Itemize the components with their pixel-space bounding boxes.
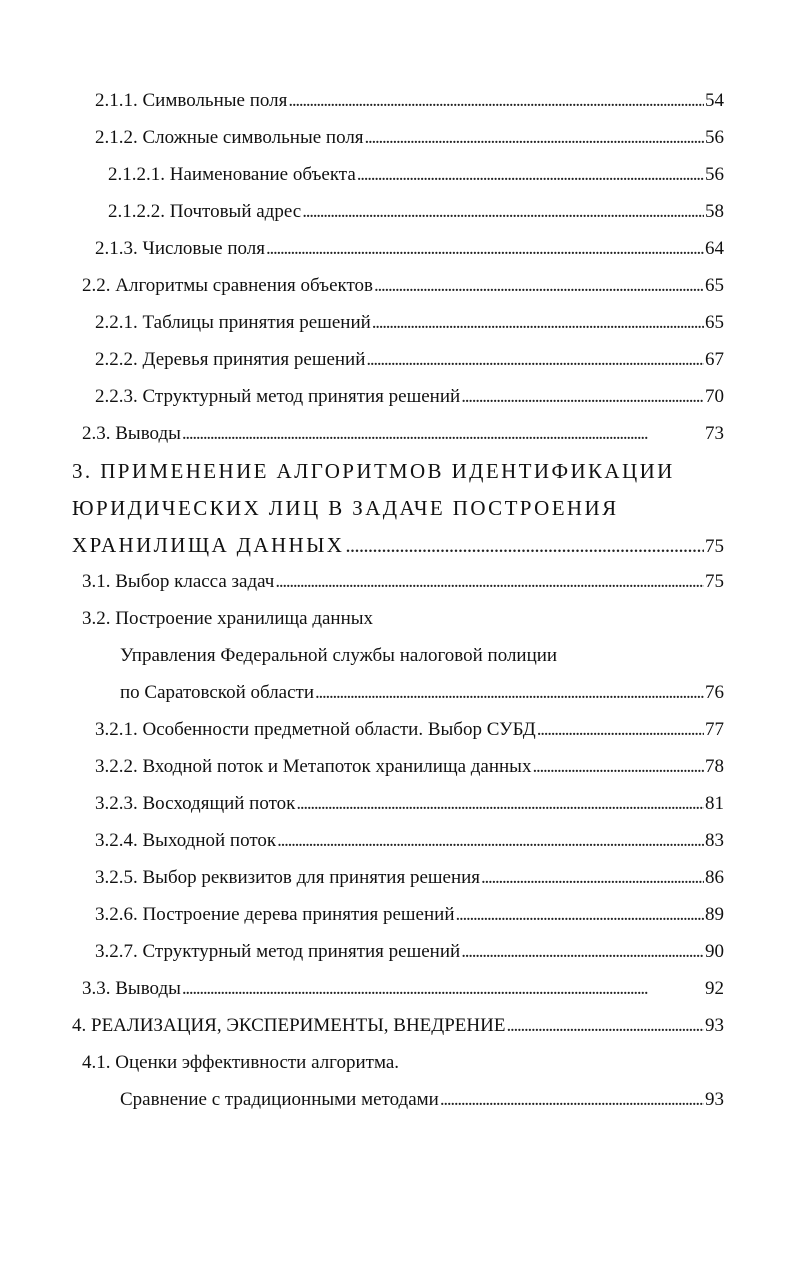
toc-entry-3-2-5 [95, 863, 724, 893]
toc-entry-3-2 [120, 678, 724, 708]
toc-chapter-3-heading-line-2: ЮРИДИЧЕСКИХ ЛИЦ В ЗАДАЧЕ ПОСТРОЕНИЯ [72, 496, 619, 520]
toc-entry-page: 92 [705, 978, 724, 999]
toc-entry-page: 86 [705, 867, 724, 888]
toc-entry-3-2-6 [95, 900, 724, 930]
toc-entry-label: 3.2.3. Восходящий поток [95, 793, 296, 814]
toc-entry-page: 65 [705, 312, 724, 333]
toc-entry-label: 4. РЕАЛИЗАЦИЯ, ЭКСПЕРИМЕНТЫ, ВНЕДРЕНИЕ [72, 1015, 506, 1036]
toc-entry-2-1-3 [95, 234, 724, 264]
toc-entry-label: 2.2. Алгоритмы сравнения объектов [82, 275, 374, 296]
toc-entry-page: 67 [705, 349, 724, 370]
toc-entry-4-1 [120, 1085, 724, 1115]
toc-entry-page: 56 [705, 127, 724, 148]
toc-entry-3-2-line-1: 3.2. Построение хранилища данных [82, 608, 374, 629]
toc-entry-label: 2.1.2.2. Почтовый адрес [108, 201, 302, 222]
toc-entry-chapter-3 [72, 530, 724, 560]
toc-entry-label: 3.2.2. Входной поток и Метапоток хранилища данных [95, 756, 532, 777]
dot-leader [461, 382, 704, 412]
dot-leader [182, 419, 704, 449]
toc-entry-3-2-3 [95, 789, 724, 819]
toc-entry-label: 3.2.6. Построение дерева принятия решений [95, 904, 455, 925]
toc-entry-page: 70 [705, 386, 724, 407]
toc-entry-page: 93 [705, 1089, 724, 1110]
toc-entry-2-2-3 [95, 382, 724, 412]
dot-leader [456, 900, 705, 930]
toc-entry-page: 56 [705, 164, 724, 185]
dot-leader [461, 937, 704, 967]
toc-chapter-3-heading-line-1: 3. ПРИМЕНЕНИЕ АЛГОРИТМОВ ИДЕНТИФИКАЦИИ [72, 459, 675, 483]
dot-leader [296, 789, 704, 819]
toc-entry-page: 75 [705, 536, 724, 557]
toc-entry-page: 73 [705, 423, 724, 444]
dot-leader [532, 752, 704, 782]
dot-leader [440, 1085, 704, 1115]
dot-leader [366, 345, 704, 375]
dot-leader [275, 567, 704, 597]
toc-entry-page: 58 [705, 201, 724, 222]
toc-entry-page: 78 [705, 756, 724, 777]
toc-entry-label: 2.3. Выводы [82, 423, 181, 444]
toc-entry-page: 77 [705, 719, 724, 740]
dot-leader [357, 160, 704, 190]
toc-entry-page: 83 [705, 830, 724, 851]
toc-entry-label: 3.2.5. Выбор реквизитов для принятия решения [95, 867, 481, 888]
toc-entry-2-2-2 [95, 345, 724, 375]
toc-entry-3-1 [82, 567, 724, 597]
toc-entry-label: 3.2.4. Выходной поток [95, 830, 277, 851]
toc-entry-4-1-line-1: 4.1. Оценки эффективности алгоритма. [82, 1052, 400, 1073]
dot-leader [374, 271, 704, 301]
toc-entry-label: 2.1.2.1. Наименование объекта [108, 164, 356, 185]
dot-leader [302, 197, 704, 227]
dot-leader [345, 530, 704, 560]
toc-entry-label: 2.2.1. Таблицы принятия решений [95, 312, 371, 333]
dot-leader [266, 234, 704, 264]
dot-leader [372, 308, 704, 338]
toc-entry-3-2-2 [95, 752, 724, 782]
dot-leader [481, 863, 704, 893]
toc-entry-3-2-1 [95, 715, 724, 745]
dot-leader [288, 86, 704, 116]
toc-entry-3-2-4 [95, 826, 724, 856]
toc-entry-label: по Саратовской области [120, 682, 315, 703]
dot-leader [315, 678, 704, 708]
toc-entry-2-1-2-2 [108, 197, 724, 227]
toc-entry-page: 54 [705, 90, 724, 111]
toc-entry-2-2-1 [95, 308, 724, 338]
dot-leader [537, 715, 704, 745]
toc-entry-label: 3.2.7. Структурный метод принятия решений [95, 941, 461, 962]
toc-entry-label: Сравнение с традиционными методами [120, 1089, 439, 1110]
toc-entry-label: 2.2.3. Структурный метод принятия решений [95, 386, 461, 407]
toc-entry-3-2-line-2: Управления Федеральной службы налоговой полиции [120, 645, 558, 666]
toc-entry-label: 2.1.2. Сложные символьные поля [95, 127, 364, 148]
toc-entry-label: 3.1. Выбор класса задач [82, 571, 275, 592]
toc-entry-label: 2.1.1. Символьные поля [95, 90, 288, 111]
toc-entry-page: 65 [705, 275, 724, 296]
dot-leader [365, 123, 704, 153]
toc-entry-2-1-2-1 [108, 160, 724, 190]
toc-entry-3-2-7 [95, 937, 724, 967]
toc-entry-label: 2.2.2. Деревья принятия решений [95, 349, 366, 370]
toc-entry-label: 3.3. Выводы [82, 978, 181, 999]
toc-entry-2-2 [82, 271, 724, 301]
toc-entry-page: 90 [705, 941, 724, 962]
toc-entry-page: 93 [705, 1015, 724, 1036]
toc-entry-2-1-2 [95, 123, 724, 153]
toc-entry-page: 76 [705, 682, 724, 703]
toc-entry-page: 89 [705, 904, 724, 925]
toc-entry-label: 2.1.3. Числовые поля [95, 238, 265, 259]
toc-entry-3-3 [82, 974, 724, 1004]
toc-entry-2-3 [82, 419, 724, 449]
dot-leader [277, 826, 704, 856]
toc-entry-label: 3.2.1. Особенности предметной области. Выбор СУБД [95, 719, 536, 740]
dot-leader [182, 974, 704, 1004]
toc-entry-label: ХРАНИЛИЩА ДАННЫХ [72, 533, 345, 557]
toc-entry-page: 64 [705, 238, 724, 259]
toc-entry-page: 75 [705, 571, 724, 592]
dot-leader [506, 1011, 704, 1041]
toc-entry-2-1-1 [95, 86, 724, 116]
toc-entry-page: 81 [705, 793, 724, 814]
toc-entry-chapter-4 [72, 1011, 724, 1041]
